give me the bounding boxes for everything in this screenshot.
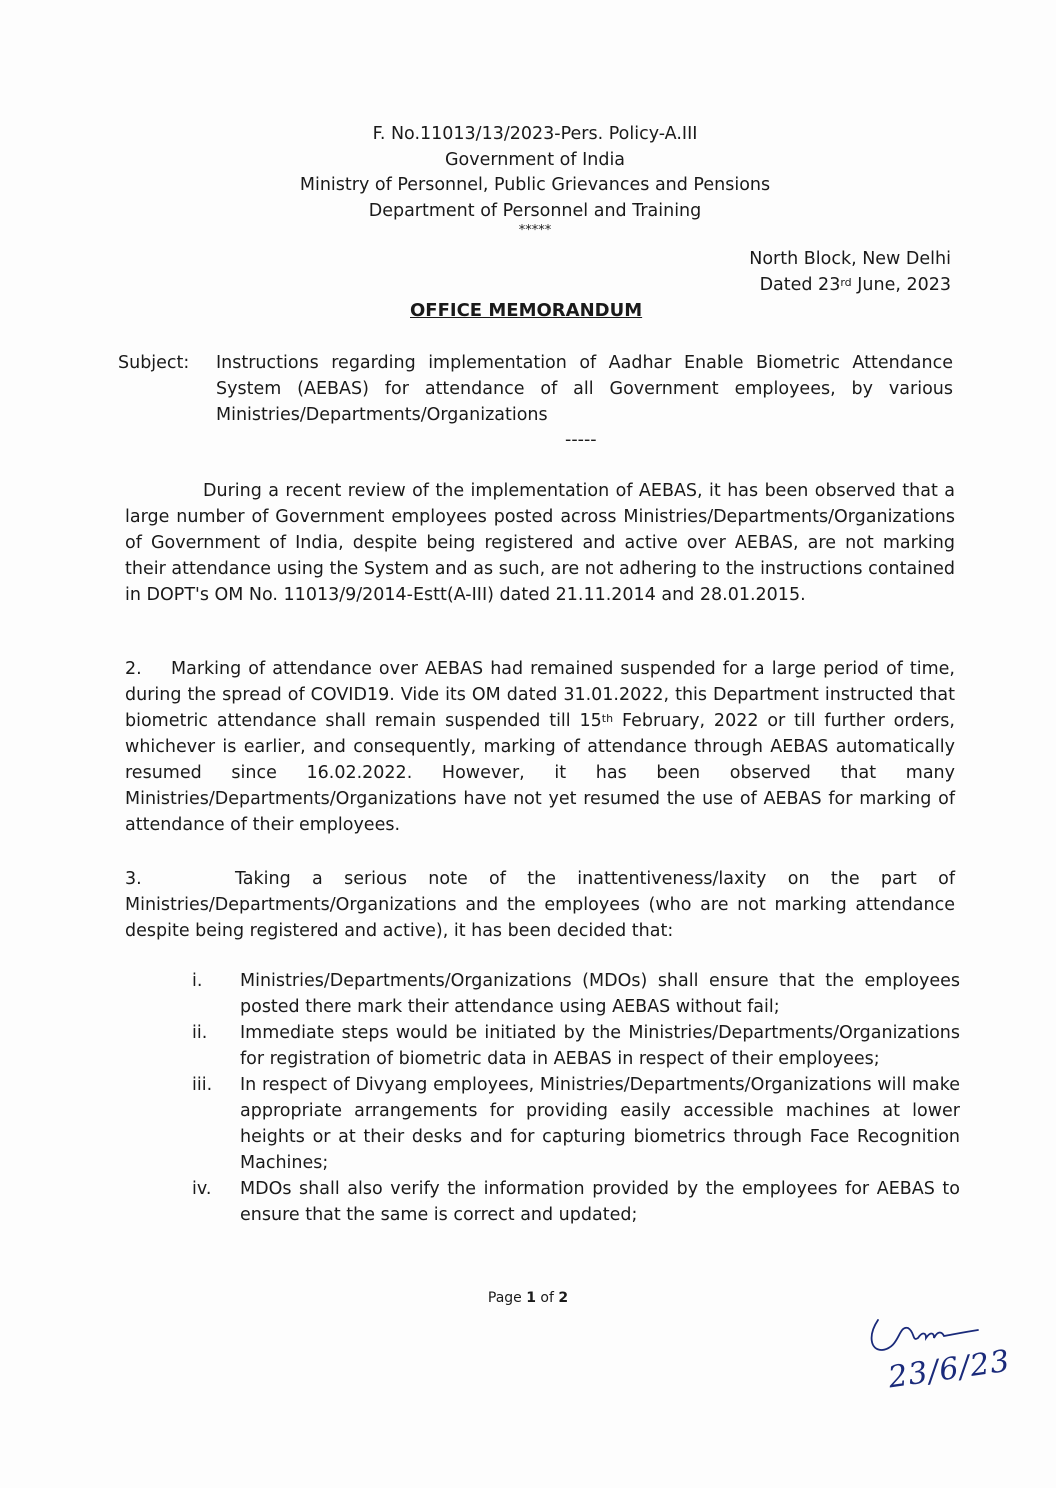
list-text: Immediate steps would be initiated by the Ministries/Departments/Organizations for registration of biometric data in AEBAS in respect of their employees; xyxy=(240,1023,960,1069)
date-sup: rd xyxy=(840,276,852,289)
list-text: MDOs shall also verify the information provided by the employees for AEBAS to ensure that the same is correct and updated; xyxy=(240,1179,960,1225)
ministry-name: Ministry of Personnel, Public Grievances and Pensions xyxy=(299,175,771,195)
place: North Block, New Delhi xyxy=(749,249,951,269)
letterhead xyxy=(250,122,820,238)
page-prefix: Page xyxy=(487,1290,527,1306)
subject-separator: ----- xyxy=(565,430,597,450)
list-number: i. xyxy=(192,971,203,991)
list-text: In respect of Divyang employees, Ministries/Departments/Organizations will make appropriate arrangements for providing easily accessible machines at lower heights or at their desks and for capturing biometrics through Face Recognition Machines; xyxy=(240,1075,960,1173)
list-number: iv. xyxy=(192,1179,212,1199)
paragraph-3-number: 3. xyxy=(125,869,142,889)
handwritten-signature xyxy=(860,1310,1013,1410)
page-of: of xyxy=(535,1290,559,1306)
date xyxy=(749,272,951,298)
page-number xyxy=(0,1290,1056,1306)
address-block xyxy=(749,246,951,298)
date-suffix: June, 2023 xyxy=(851,275,951,295)
subject-label: Subject: xyxy=(118,353,190,373)
separator-stars: ***** xyxy=(518,223,552,238)
paragraph-2-number: 2. xyxy=(125,659,142,679)
paragraph-2 xyxy=(125,656,955,838)
date-prefix: Dated 23 xyxy=(759,275,841,295)
paragraph-2-text-b: February, 2022 or till further orders, whichever is earlier, and consequently, marking of attendance through AEBAS automatically resumed since 16.02.2022. However, it has been observed that many Ministries/Departments/Organizations have not yet resumed the use of AEBAS for marking of attendance of their employees. xyxy=(125,711,955,835)
page-current: 1 xyxy=(526,1290,536,1306)
paragraph-3-text: Taking a serious note of the inattentiveness/laxity on the part of Ministries/Departments/Organizations and the employees (who are not marking attendance despite being registered and active), it has been decided that: xyxy=(125,869,955,941)
list-item xyxy=(192,1072,960,1176)
list-item xyxy=(192,1020,960,1072)
signature-date: 23/6/23 xyxy=(886,1343,1013,1396)
document-title: OFFICE MEMORANDUM xyxy=(410,300,643,321)
list-item xyxy=(192,968,960,1020)
list-number: iii. xyxy=(192,1075,213,1095)
list-item xyxy=(192,1176,960,1228)
paragraph-2-text-a: Marking of attendance over AEBAS had remained suspended for a large period of time, during the spread of COVID19. Vide its OM dated 31.01.2022, this Department instructed that biometric attendance shall remain suspended till 15 xyxy=(125,659,955,731)
paragraph-1: During a recent review of the implementation of AEBAS, it has been observed that a large number of Government employees posted across Ministries/Departments/Organizations of Government of India, despite being registered and active over AEBAS, are not marking their attendance using the System and as such, are not adhering to the instructions contained in DOPT's OM No. 11013/9/2014-Estt(A-III) dated 21.11.2014 and 28.01.2015. xyxy=(125,481,955,605)
paragraph-2-sup: th xyxy=(601,712,614,725)
file-number: F. No.11013/13/2023-Pers. Policy-A.III xyxy=(372,124,698,144)
government-name: Government of India xyxy=(444,149,626,170)
list-text: Ministries/Departments/Organizations (MDOs) shall ensure that the employees posted there mark their attendance using AEBAS without fail; xyxy=(240,971,960,1017)
list-number: ii. xyxy=(192,1023,208,1043)
subject xyxy=(118,350,953,428)
subject-text: Instructions regarding implementation of Aadhar Enable Biometric Attendance System (AEBAS) for attendance of all Government employees, by various Ministries/Departments/Organizations xyxy=(216,353,953,425)
paragraph-3 xyxy=(125,866,955,944)
page-total: 2 xyxy=(558,1290,569,1306)
decision-list xyxy=(192,968,960,1228)
department-name: Department of Personnel and Training xyxy=(368,200,702,221)
